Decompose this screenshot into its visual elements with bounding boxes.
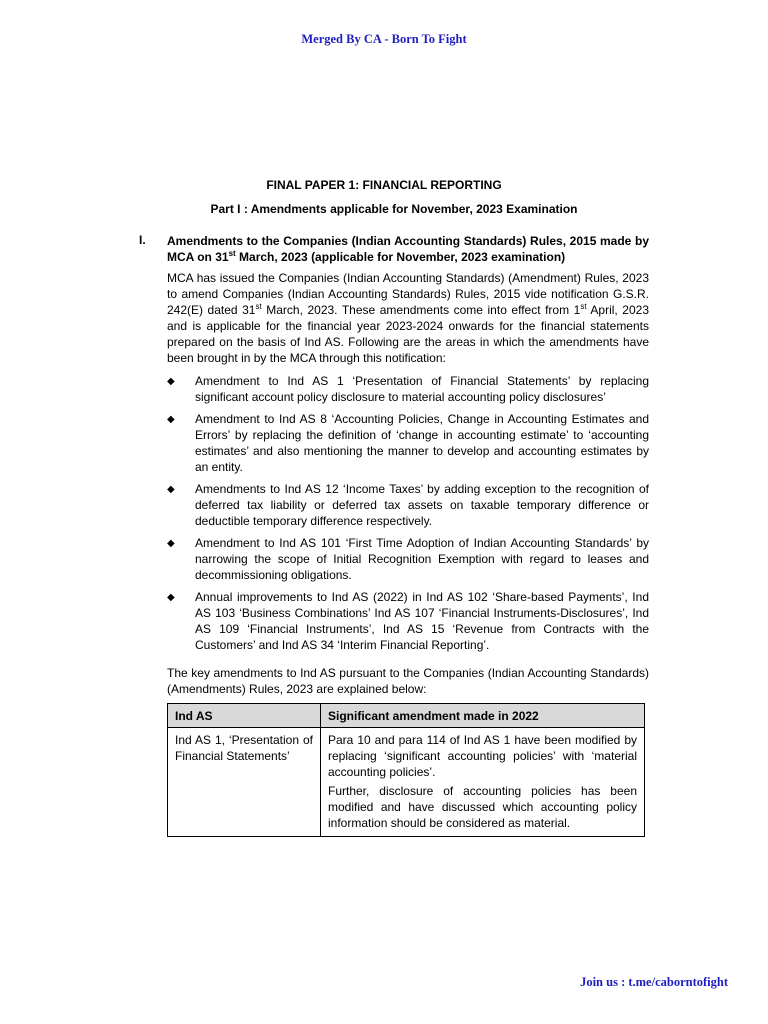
header-watermark: Merged By CA - Born To Fight xyxy=(301,32,467,46)
section-heading xyxy=(167,233,649,265)
diamond-bullet-icon: ◆ xyxy=(167,538,175,550)
diamond-bullet-icon: ◆ xyxy=(167,414,175,426)
section-heading-text-b: March, 2023 (applicable for November, 2023 examination) xyxy=(235,250,566,264)
page-title: FINAL PAPER 1: FINANCIAL REPORTING xyxy=(266,178,502,192)
list-item-text: Amendments to Ind AS 12 ‘Income Taxes’ by adding exception to the recognition of deferred tax liability or deferred tax assets on taxable temporary difference or deductible temporary difference respectively. xyxy=(195,482,649,528)
footer-watermark: Join us : t.me/caborntofight xyxy=(580,975,728,989)
diamond-bullet-icon: ◆ xyxy=(167,484,175,496)
intro-sup-1: st xyxy=(255,302,262,311)
list-item xyxy=(167,590,649,653)
table-header-ind-as: Ind AS xyxy=(168,704,321,728)
amendment-paragraph-1: Para 10 and para 114 of Ind AS 1 have been modified by replacing ‘significant accounting policies’ with ‘material accounting policies’. xyxy=(328,733,637,779)
section-number: I. xyxy=(139,233,146,247)
list-item-text: Amendment to Ind AS 8 ‘Accounting Policies, Change in Accounting Estimates and Errors’ by replacing the definition of ‘change in accounting estimate’ to ‘accounting estimates’ and also mentioning the manner to develop and accounting estimates by an entity. xyxy=(195,412,649,474)
table-cell-amendment xyxy=(321,728,645,837)
table-cell-ind-as: Ind AS 1, ‘Presentation of Financial Statements’ xyxy=(168,728,321,837)
intro-sup-2: st xyxy=(580,302,587,311)
table-row xyxy=(168,728,645,837)
intro-text-3: April, 2023 and is applicable for the financial year 2023-2024 onwards for the financial statements prepared on the basis of Ind AS. Following are the areas in which the amendments have been brought in by the MCA through this notification: xyxy=(167,303,650,365)
section-heading-sup: st xyxy=(228,249,236,258)
intro-text-2: March, 2023. These amendments come into effect from 1 xyxy=(261,303,581,317)
intro-text-1: MCA has issued the Companies (Indian Accounting Standards) (Amendment) Rules, 2023 to amend Companies (Indian Accounting Standards) Rules, 2015 vide notification G.S.R. 242(E) dated 31 xyxy=(167,271,649,317)
list-item-text: Amendment to Ind AS 101 ‘First Time Adoption of Indian Accounting Standards’ by narrowing the scope of Initial Recognition Exemption with regard to leases and decommissioning obligations. xyxy=(195,536,649,582)
amendments-table xyxy=(167,703,645,837)
list-item xyxy=(167,374,649,405)
diamond-bullet-icon: ◆ xyxy=(167,592,175,604)
intro-paragraph xyxy=(167,270,649,366)
list-item xyxy=(167,412,649,475)
section-heading-text-a: Amendments to the Companies (Indian Accounting Standards) Rules, 2015 made by MCA on 31 xyxy=(167,234,649,264)
table-header-amendment: Significant amendment made in 2022 xyxy=(321,704,645,728)
table-header-row xyxy=(168,704,645,728)
list-item-text: Amendment to Ind AS 1 ‘Presentation of Financial Statements’ by replacing significant account policy disclosure to material accounting policy disclosures’ xyxy=(195,374,649,404)
list-item xyxy=(167,536,649,583)
closing-paragraph: The key amendments to Ind AS pursuant to the Companies (Indian Accounting Standards) (Amendments) Rules, 2023 are explained below: xyxy=(167,666,649,696)
list-item xyxy=(167,482,649,529)
amendment-list xyxy=(167,374,649,660)
page-subtitle: Part I : Amendments applicable for November, 2023 Examination xyxy=(210,202,578,216)
list-item-text: Annual improvements to Ind AS (2022) in Ind AS 102 ‘Share-based Payments’, Ind AS 103 ‘Business Combinations’ Ind AS 107 ‘Financial Instruments-Disclosures’, Ind AS 109 ‘Financial Instruments’, Ind AS 15 ‘Revenue from Contracts with the Customers’ and Ind AS 34 ‘Interim Financial Reporting’. xyxy=(195,590,649,652)
diamond-bullet-icon: ◆ xyxy=(167,376,175,387)
amendment-paragraph-2: Further, disclosure of accounting policies has been modified and have discussed which accounting policy information should be considered as material. xyxy=(328,784,637,830)
